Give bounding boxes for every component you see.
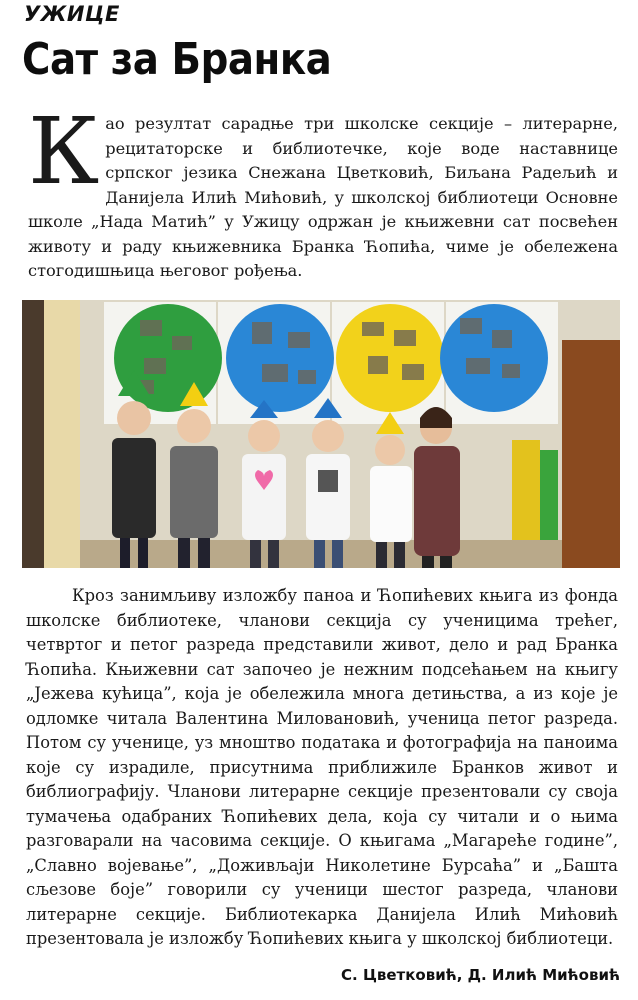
- drop-cap: К: [28, 98, 100, 205]
- photo-door: [562, 340, 620, 568]
- photo-illustration: [22, 300, 620, 568]
- byline: С. Цветковић, Д. Илић Мићовић: [341, 966, 620, 984]
- section-kicker: УЖИЦЕ: [24, 2, 120, 26]
- body-paragraph: Кроз занимљиву изложбу паноа и Ћопићевих књига из фонда школске библиотеке, чланови секција су ученицима трећег, четвртог и петог разреда представили живот, дело и рад Бранка Ћопића. Књижевни сат започео је нежним подсећањем на књигу „Јежева кућица”, која је обележила многа детињства, а из које је одломке читала Валентина Миловановић, ученица петог разреда. Потом су ученице, уз мноштво података и фотографија на паноима које су израдиле, присутнима приближиле Бранков живот и библиографију. Чланови литерарне секције презентовали су своја тумачења одабраних Ћопићевих дела, која су читали и о њима разговарали на часовима секције. О књигама „Магареће године”, „Славно војевање”, „Доживљаји Николетине Бурсаћа” и „Башта сљезове боје” говорили су ученици шестог разреда, чланови литерарне секције. Библиотекарка Данијела Илић Мићовић презентовала је изложбу Ћопићевих књига у школској библиотеци.: [26, 586, 618, 948]
- intro-text: ао резултат сарадње три школске секције – литерарне, рецитаторске и библиотечке, које воде наставнице српског језика Снежана Цветковић, Биљана Радељић и Данијела Илић Мићовић, у школској библиотеци Основне школе „Нада Матић” у Ужицу одржан је књижевни сат посвећен животу и раду књижевника Бранка Ћопића, чиме је обележена стогодишњица његовог рођења.: [28, 114, 618, 280]
- article-photo: [22, 300, 620, 568]
- intro-paragraph: [28, 98, 618, 284]
- article-title: Сат за Бранка: [22, 34, 332, 85]
- yellow-panel-circle: [336, 304, 444, 412]
- blue-panel-circle-2: [440, 304, 548, 412]
- blue-panel-circle: [226, 304, 334, 412]
